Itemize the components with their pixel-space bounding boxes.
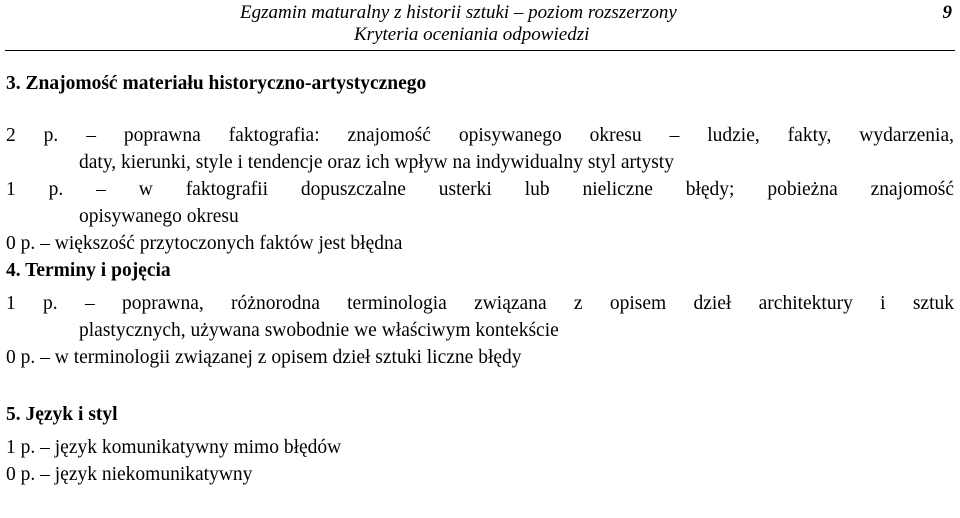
section-heading-knowledge: 3. Znajomość materiału historyczno-artystycznego <box>6 73 427 94</box>
criterion-text: 0 p. – język niekomunikatywny <box>6 464 253 485</box>
page-header <box>0 0 960 48</box>
page-number: 9 <box>942 2 952 23</box>
criterion-text: 1 p. – w faktografii dopuszczalne usterki lub nieliczne błędy; pobieżna znajomość <box>6 179 954 200</box>
criterion-knowledge-1p <box>6 176 954 230</box>
criterion-continuation: plastycznych, używana swobodnie we właściwym kontekście <box>79 320 559 341</box>
header-title: Egzamin maturalny z historii sztuki – poziom rozszerzony <box>240 2 677 23</box>
criterion-language-0p <box>6 461 954 488</box>
criterion-text: 0 p. – większość przytoczonych faktów jest błędna <box>6 233 403 254</box>
criterion-text: 1 p. – poprawna, różnorodna terminologia związana z opisem dzieł architektury i sztuk <box>6 293 954 314</box>
criterion-text: 0 p. – w terminologii związanej z opisem dzieł sztuki liczne błędy <box>6 347 522 368</box>
section-heading-terms: 4. Terminy i pojęcia <box>6 260 171 281</box>
criterion-continuation: opisywanego okresu <box>79 206 239 227</box>
criterion-text: 2 p. – poprawna faktografia: znajomość opisywanego okresu – ludzie, fakty, wydarzenia, <box>6 125 954 146</box>
criteria-content <box>6 70 954 488</box>
criterion-knowledge-2p <box>6 122 954 176</box>
criterion-continuation: daty, kierunki, style i tendencje oraz ich wpływ na indywidualny styl artysty <box>79 152 674 173</box>
criterion-terms-1p <box>6 290 954 344</box>
criterion-terms-0p <box>6 344 954 371</box>
criterion-language-1p <box>6 434 954 461</box>
criterion-knowledge-0p <box>6 230 954 257</box>
criterion-text: 1 p. – język komunikatywny mimo błędów <box>6 437 342 458</box>
section-heading-language: 5. Język i styl <box>6 404 118 425</box>
header-divider <box>5 50 955 51</box>
header-subtitle: Kryteria oceniania odpowiedzi <box>354 24 590 45</box>
